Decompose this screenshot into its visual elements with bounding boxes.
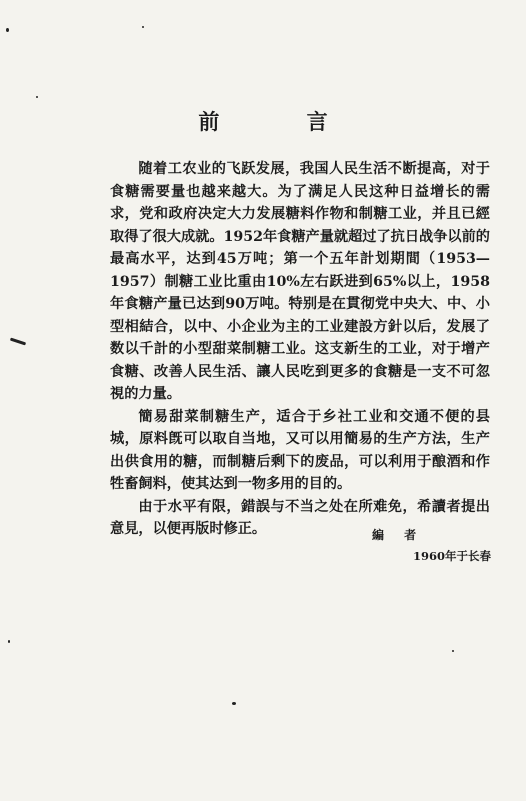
scan-speck bbox=[6, 28, 9, 32]
scan-speck bbox=[232, 702, 236, 705]
scan-speck bbox=[36, 96, 38, 98]
signature-date: 1960年于长春 bbox=[413, 549, 492, 563]
paragraph-3: 由于水平有限，錯誤与不当之处在所难免，希讀者提出意見，以便再版时修正。 bbox=[110, 498, 490, 537]
page-title: 前 言 bbox=[198, 109, 368, 134]
preface-body bbox=[110, 158, 490, 541]
scan-speck bbox=[10, 338, 26, 346]
paragraph-1: 随着工农业的飞跃发展，我国人民生活不断提高，对于食糖需要量也越来越大。为了满足人民这种日益增长的需求，党和政府决定大力发展糖料作物和制糖工业，并且已經取得了很大成就。1952年食糖产量就超过了抗日战争以前的最高水平，达到45万吨；第一个五年計划期間（1953—1957）制糖工业比重由10%左右跃进到65%以上，1958年食糖产量已达到90万吨。特别是在貫彻党中央大、中、小型相結合，以中、小企业为主的工业建設方針以后，发展了数以千計的小型甜菜制糖工业。这支新生的工业，对于增产食糖、改善人民生活、讓人民吃到更多的食糖是一支不可忽視的力量。 bbox=[110, 161, 490, 402]
signature-editor: 編 者 bbox=[372, 528, 425, 542]
scan-speck bbox=[142, 26, 144, 28]
scan-speck bbox=[8, 640, 10, 643]
scan-speck bbox=[452, 650, 454, 652]
paragraph-2: 簡易甜菜制糖生产，适合于乡社工业和交通不便的县城，原料旣可以取自当地，又可以用簡易的生产方法，生产出供食用的糖，而制糖后剩下的废品，可以利用于酿酒和作牲畜飼料，使其达到一物多用的目的。 bbox=[110, 408, 490, 492]
